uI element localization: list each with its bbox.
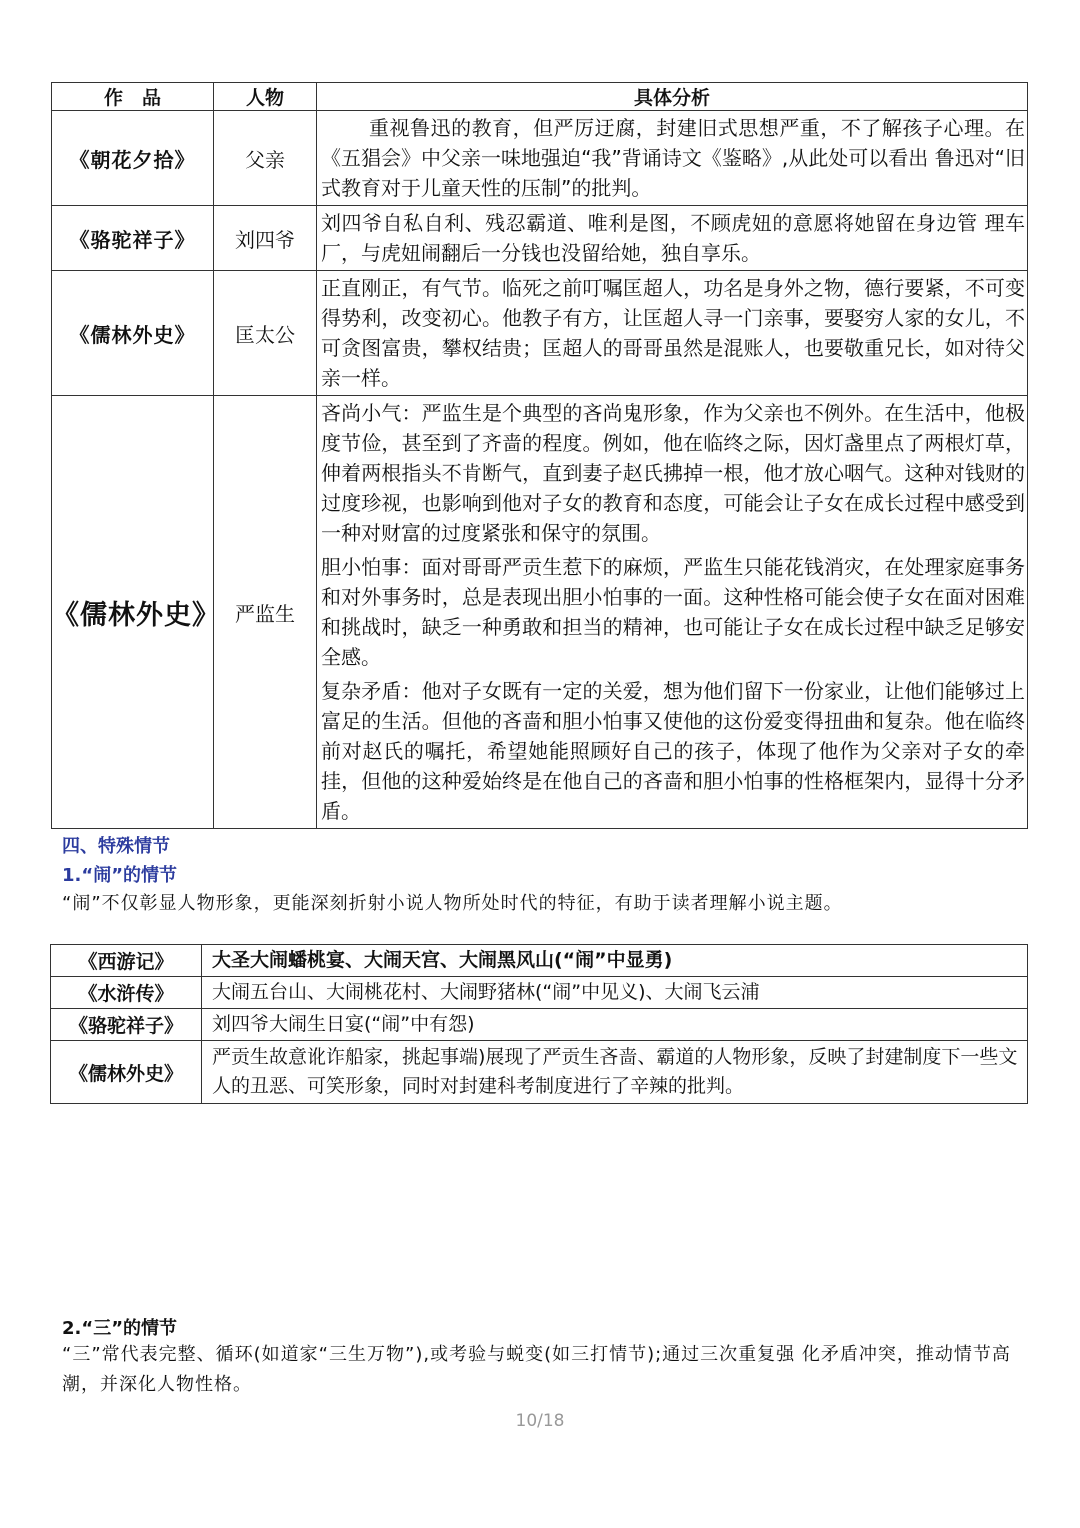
table-row	[51, 1009, 1028, 1041]
header-analysis: 具体分析	[317, 83, 1028, 111]
work-cell: 《水浒传》	[51, 977, 202, 1009]
subsection-title: 2.“三”的情节	[62, 1318, 178, 1339]
table-row	[51, 1041, 1028, 1104]
desc-cell: 大圣大闹蟠桃宴、大闹天宫、大闹黑风山(“闹”中显勇)	[202, 945, 1028, 977]
person-cell: 父亲	[214, 111, 317, 206]
table-header-row	[52, 83, 1028, 111]
header-person: 人物	[214, 83, 317, 111]
analysis-cell	[317, 271, 1028, 396]
desc-cell: 严贡生故意讹诈船家，挑起事端)展现了严贡生吝啬、霸道的人物形象，反映了封建制度下一些文人的丑恶、可笑形象，同时对封建科考制度进行了辛辣的批判。	[202, 1041, 1028, 1104]
paragraph: “闹”不仅彰显人物形象，更能深刻折射小说人物所处时代的特征，有助于读者理解小说主题。	[62, 893, 843, 914]
analysis-cell	[317, 396, 1028, 829]
header-work: 作 品	[52, 83, 214, 111]
work-cell: 《儒林外史》	[51, 1041, 202, 1104]
plot-table	[50, 944, 1028, 1104]
page-number: 10/18	[515, 1411, 565, 1431]
work-cell: 《儒林外史》	[52, 271, 214, 396]
analysis-text: 刘四爷自私自利、残忍霸道、唯利是图，不顾虎妞的意愿将她留在身边管 理车厂，与虎妞闹翻后一分钱也没留给她，独自享乐。	[321, 211, 1025, 265]
person-cell: 刘四爷	[214, 206, 317, 271]
analysis-text: 吝尚小气：严监生是个典型的吝尚鬼形象，作为父亲也不例外。在生活中，他极度节俭，甚至到了齐啬的程度。例如，他在临终之际，因灯盏里点了两根灯草，伸着两根指头不肯断气，直到妻子赵氏拂掉一根，他才放心咽气。这种对钱财的过度珍视，也影响到他对子女的教育和态度，可能会让子女在成长过程中感受到一种对财富的过度紧张和保守的氛围。	[321, 401, 1025, 545]
person-cell: 严监生	[214, 396, 317, 829]
table-row	[52, 396, 1028, 829]
work-cell: 《儒林外史》	[52, 396, 214, 829]
desc-cell: 刘四爷大闹生日宴(“闹”中有怨)	[202, 1009, 1028, 1041]
analysis-text: 胆小怕事：面对哥哥严贡生惹下的麻烦，严监生只能花钱消灾，在处理家庭事务和对外事务时，总是表现出胆小怕事的一面。这种性格可能会使子女在面对困难和挑战时，缺乏一种勇敢和担当的精神，也可能让子女在成长过程中缺乏足够安全感。	[321, 555, 1025, 669]
analysis-table	[51, 82, 1028, 829]
work-cell: 《朝花夕拾》	[52, 111, 214, 206]
work-cell: 《西游记》	[51, 945, 202, 977]
analysis-text: 重视鲁迅的教育，但严厉迂腐，封建旧式思想严重，不了解孩子心理。在《五猖会》中父亲一味地强迫“我”背诵诗文《鉴略》,从此处可以看出 鲁迅对“旧式教育对于儿童天性的压制”的批判。	[321, 116, 1025, 200]
subsection-title: 1.“闹”的情节	[62, 865, 178, 886]
analysis-text: 复杂矛盾：他对子女既有一定的关爱，想为他们留下一份家业，让他们能够过上富足的生活。但他的吝啬和胆小怕事又使他的这份爱变得扭曲和复杂。他在临终前对赵氏的嘱托，希望她能照顾好自己的孩子，体现了他作为父亲对子女的牵挂，但他的这种爱始终是在他自己的吝啬和胆小怕事的性格框架内，显得十分矛盾。	[321, 679, 1025, 823]
person-cell: 匡太公	[214, 271, 317, 396]
table-row	[51, 977, 1028, 1009]
table-row	[52, 271, 1028, 396]
analysis-cell	[317, 111, 1028, 206]
paragraph: “三”常代表完整、循环(如道家“三生万物”),或考验与蜕变(如三打情节);通过三次重复强 化矛盾冲突，推动情节高潮，并深化人物性格。	[62, 1344, 1011, 1395]
work-cell: 《骆驼祥子》	[51, 1009, 202, 1041]
section-title: 四、特殊情节	[62, 836, 170, 857]
table-row	[52, 111, 1028, 206]
analysis-text: 正直刚正，有气节。临死之前叮嘱匡超人，功名是身外之物，德行要紧，不可变得势利，改变初心。他教子有方，让匡超人寻一门亲事，要娶穷人家的女儿，不可贪图富贵，攀权结贵；匡超人的哥哥虽然是混账人，也要敬重兄长，如对待父亲一样。	[321, 276, 1025, 390]
table-row	[52, 206, 1028, 271]
work-cell: 《骆驼祥子》	[52, 206, 214, 271]
desc-cell: 大闹五台山、大闹桃花村、大闹野猪林(“闹”中见义)、大闹飞云浦	[202, 977, 1028, 1009]
table-row	[51, 945, 1028, 977]
analysis-cell	[317, 206, 1028, 271]
